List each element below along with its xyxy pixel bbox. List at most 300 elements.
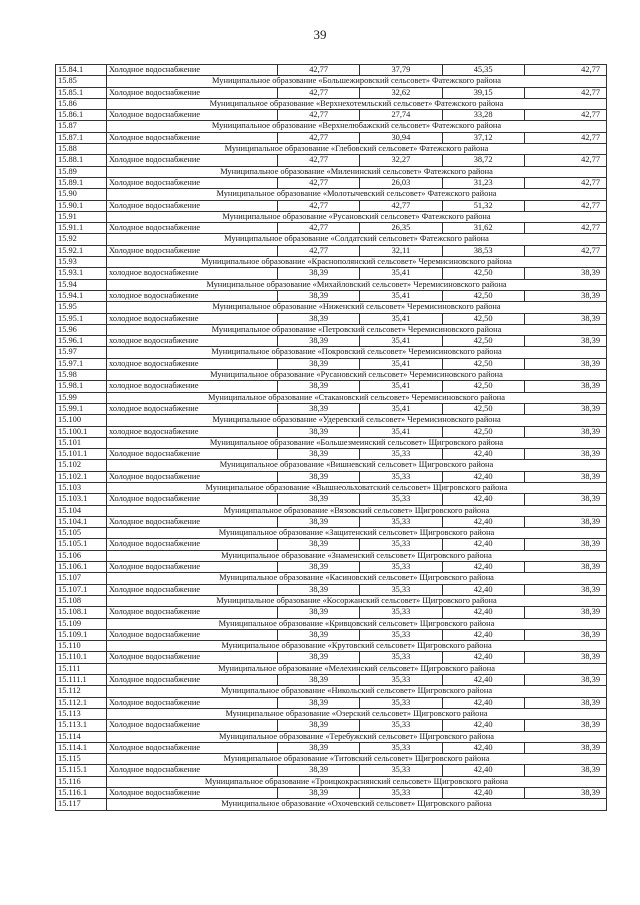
- row-code: 15.100: [56, 415, 107, 426]
- row-code: 15.87: [56, 121, 107, 132]
- value-1: 38,39: [278, 584, 360, 595]
- municipality-row: [56, 460, 607, 471]
- municipality-title: Муниципальное образование «Русановский сельсовет» Черемисиновского района: [107, 370, 607, 381]
- value-3: 45,35: [442, 65, 524, 76]
- value-3: 51,32: [442, 200, 524, 211]
- row-code: 15.108: [56, 595, 107, 606]
- value-4: 38,39: [524, 629, 606, 640]
- service-name: Холодное водоснабжение: [107, 697, 278, 708]
- service-name: холодное водоснабжение: [107, 381, 278, 392]
- value-3: 42,50: [442, 268, 524, 279]
- table-row: [56, 132, 607, 143]
- row-code: 15.97.1: [56, 358, 107, 369]
- municipality-row: [56, 234, 607, 245]
- value-3: 42,40: [442, 516, 524, 527]
- service-name: Холодное водоснабжение: [107, 200, 278, 211]
- municipality-title: Муниципальное образование «Молотычевский сельсовет» Фатежского района: [107, 189, 607, 200]
- municipality-row: [56, 708, 607, 719]
- row-code: 15.99.1: [56, 403, 107, 414]
- municipality-title: Муниципальное образование «Михайловский сельсовет» Черемисиновского района: [107, 279, 607, 290]
- table-row: [56, 607, 607, 618]
- value-4: 38,39: [524, 652, 606, 663]
- value-4: 38,39: [524, 584, 606, 595]
- row-code: 15.90.1: [56, 200, 107, 211]
- value-3: 31,62: [442, 223, 524, 234]
- row-code: 15.114: [56, 731, 107, 742]
- value-2: 35,41: [360, 313, 442, 324]
- value-4: 38,39: [524, 268, 606, 279]
- value-3: 42,40: [442, 697, 524, 708]
- service-name: Холодное водоснабжение: [107, 516, 278, 527]
- table-row: [56, 381, 607, 392]
- table-row: [56, 358, 607, 369]
- row-code: 15.102.1: [56, 471, 107, 482]
- row-code: 15.102: [56, 460, 107, 471]
- value-3: 42,40: [442, 539, 524, 550]
- municipality-row: [56, 731, 607, 742]
- municipality-row: [56, 302, 607, 313]
- row-code: 15.90: [56, 189, 107, 200]
- row-code: 15.115.1: [56, 765, 107, 776]
- table-row: [56, 697, 607, 708]
- table-row: [56, 652, 607, 663]
- service-name: холодное водоснабжение: [107, 336, 278, 347]
- municipality-row: [56, 618, 607, 629]
- municipality-row: [56, 347, 607, 358]
- municipality-row: [56, 573, 607, 584]
- row-code: 15.86: [56, 98, 107, 109]
- value-4: 38,39: [524, 720, 606, 731]
- municipality-title: Муниципальное образование «Никольский сельсовет» Щигровского района: [107, 686, 607, 697]
- value-3: 42,40: [442, 788, 524, 799]
- value-1: 42,77: [278, 132, 360, 143]
- row-code: 15.106: [56, 550, 107, 561]
- row-code: 15.87.1: [56, 132, 107, 143]
- value-1: 38,39: [278, 629, 360, 640]
- value-3: 42,40: [442, 742, 524, 753]
- value-4: 38,39: [524, 494, 606, 505]
- value-4: 38,39: [524, 336, 606, 347]
- table-row: [56, 177, 607, 188]
- municipality-title: Муниципальное образование «Большежировский сельсовет» Фатежского района: [107, 76, 607, 87]
- service-name: Холодное водоснабжение: [107, 449, 278, 460]
- municipality-title: Муниципальное образование «Троицкокраснянский сельсовет» Щигровского района: [107, 776, 607, 787]
- value-2: 35,41: [360, 268, 442, 279]
- municipality-row: [56, 76, 607, 87]
- row-code: 15.96.1: [56, 336, 107, 347]
- value-3: 42,50: [442, 381, 524, 392]
- table-row: [56, 539, 607, 550]
- value-3: 42,50: [442, 426, 524, 437]
- value-1: 38,39: [278, 539, 360, 550]
- row-code: 15.107: [56, 573, 107, 584]
- row-code: 15.106.1: [56, 562, 107, 573]
- table-row: [56, 403, 607, 414]
- value-1: 42,77: [278, 110, 360, 121]
- value-2: 26,35: [360, 223, 442, 234]
- value-3: 42,40: [442, 471, 524, 482]
- row-code: 15.95: [56, 302, 107, 313]
- value-2: 37,79: [360, 65, 442, 76]
- value-3: 42,40: [442, 765, 524, 776]
- value-2: 35,33: [360, 629, 442, 640]
- value-4: 42,77: [524, 87, 606, 98]
- service-name: Холодное водоснабжение: [107, 471, 278, 482]
- service-name: холодное водоснабжение: [107, 358, 278, 369]
- municipality-title: Муниципальное образование «Миленинский сельсовет» Фатежского района: [107, 166, 607, 177]
- municipality-title: Муниципальное образование «Косоржанский сельсовет» Щигровского района: [107, 595, 607, 606]
- municipality-title: Муниципальное образование «Верхнехотемльский сельсовет» Фатежского района: [107, 98, 607, 109]
- service-name: холодное водоснабжение: [107, 313, 278, 324]
- value-2: 42,77: [360, 200, 442, 211]
- service-name: Холодное водоснабжение: [107, 494, 278, 505]
- value-3: 37,12: [442, 132, 524, 143]
- municipality-title: Муниципальное образование «Русановский сельсовет» Фатежского района: [107, 211, 607, 222]
- row-code: 15.110: [56, 641, 107, 652]
- municipality-row: [56, 437, 607, 448]
- value-1: 38,39: [278, 358, 360, 369]
- row-code: 15.84.1: [56, 65, 107, 76]
- value-2: 35,33: [360, 607, 442, 618]
- page-number: 39: [313, 27, 327, 42]
- row-code: 15.103: [56, 482, 107, 493]
- value-2: 35,33: [360, 720, 442, 731]
- service-name: Холодное водоснабжение: [107, 675, 278, 686]
- service-name: Холодное водоснабжение: [107, 584, 278, 595]
- municipality-row: [56, 370, 607, 381]
- municipality-row: [56, 211, 607, 222]
- municipality-title: Муниципальное образование «Теребужский сельсовет» Щигровского района: [107, 731, 607, 742]
- service-name: Холодное водоснабжение: [107, 132, 278, 143]
- value-1: 38,39: [278, 290, 360, 301]
- municipality-title: Муниципальное образование «Вышнеольховатский сельсовет» Щигровского района: [107, 482, 607, 493]
- value-4: 42,77: [524, 245, 606, 256]
- table-row: [56, 494, 607, 505]
- row-code: 15.116: [56, 776, 107, 787]
- value-2: 35,33: [360, 516, 442, 527]
- value-2: 35,41: [360, 290, 442, 301]
- value-3: 42,50: [442, 336, 524, 347]
- row-code: 15.112.1: [56, 697, 107, 708]
- service-name: холодное водоснабжение: [107, 290, 278, 301]
- municipality-title: Муниципальное образование «Верхнелюбажский сельсовет» Фатежского района: [107, 121, 607, 132]
- value-2: 32,62: [360, 87, 442, 98]
- municipality-row: [56, 166, 607, 177]
- municipality-row: [56, 121, 607, 132]
- municipality-row: [56, 392, 607, 403]
- value-1: 38,39: [278, 765, 360, 776]
- row-code: 15.91.1: [56, 223, 107, 234]
- value-1: 38,39: [278, 313, 360, 324]
- municipality-title: Муниципальное образование «Краснополянский сельсовет» Черемисиновского района: [107, 257, 607, 268]
- row-code: 15.109: [56, 618, 107, 629]
- value-2: 35,33: [360, 742, 442, 753]
- row-code: 15.115: [56, 754, 107, 765]
- row-code: 15.109.1: [56, 629, 107, 640]
- value-3: 38,72: [442, 155, 524, 166]
- municipality-title: Муниципальное образование «Удеревский сельсовет» Черемисиновского района: [107, 415, 607, 426]
- value-4: 38,39: [524, 290, 606, 301]
- municipality-title: Муниципальное образование «Петровский сельсовет» Черемисиновского района: [107, 324, 607, 335]
- municipality-title: Муниципальное образование «Озерский сельсовет» Щигровского района: [107, 708, 607, 719]
- table-row: [56, 675, 607, 686]
- table-row: [56, 765, 607, 776]
- value-1: 38,39: [278, 426, 360, 437]
- municipality-title: Муниципальное образование «Защитенский сельсовет» Щигровского района: [107, 528, 607, 539]
- row-code: 15.100.1: [56, 426, 107, 437]
- value-4: 38,39: [524, 471, 606, 482]
- value-4: 38,39: [524, 449, 606, 460]
- service-name: Холодное водоснабжение: [107, 607, 278, 618]
- value-2: 26,03: [360, 177, 442, 188]
- value-1: 42,77: [278, 87, 360, 98]
- value-2: 35,33: [360, 788, 442, 799]
- table-row: [56, 516, 607, 527]
- row-code: 15.101.1: [56, 449, 107, 460]
- value-1: 38,39: [278, 403, 360, 414]
- value-3: 42,40: [442, 652, 524, 663]
- municipality-row: [56, 754, 607, 765]
- municipality-title: Муниципальное образование «Мелехинский сельсовет» Щигровского района: [107, 663, 607, 674]
- service-name: Холодное водоснабжение: [107, 65, 278, 76]
- municipality-title: Муниципальное образование «Покровский сельсовет» Черемисиновского района: [107, 347, 607, 358]
- row-code: 15.89.1: [56, 177, 107, 188]
- value-2: 35,33: [360, 494, 442, 505]
- value-2: 35,33: [360, 675, 442, 686]
- table-row: [56, 290, 607, 301]
- service-name: Холодное водоснабжение: [107, 245, 278, 256]
- value-4: 38,39: [524, 742, 606, 753]
- municipality-row: [56, 482, 607, 493]
- value-4: 38,39: [524, 675, 606, 686]
- table-row: [56, 245, 607, 256]
- row-code: 15.101: [56, 437, 107, 448]
- municipality-title: Муниципальное образование «Знаменский сельсовет» Щигровского района: [107, 550, 607, 561]
- tariff-table: [55, 64, 607, 811]
- row-code: 15.96: [56, 324, 107, 335]
- municipality-row: [56, 144, 607, 155]
- row-code: 15.94: [56, 279, 107, 290]
- municipality-row: [56, 776, 607, 787]
- value-2: 35,33: [360, 697, 442, 708]
- row-code: 15.93: [56, 257, 107, 268]
- value-1: 38,39: [278, 652, 360, 663]
- municipality-title: Муниципальное образование «Кривцовский сельсовет» Щигровского района: [107, 618, 607, 629]
- municipality-row: [56, 257, 607, 268]
- value-1: 38,39: [278, 742, 360, 753]
- row-code: 15.98: [56, 370, 107, 381]
- value-2: 32,27: [360, 155, 442, 166]
- municipality-title: Муниципальное образование «Глебовский сельсовет» Фатежского района: [107, 144, 607, 155]
- table-row: [56, 313, 607, 324]
- value-3: 42,40: [442, 675, 524, 686]
- value-2: 35,41: [360, 358, 442, 369]
- municipality-title: Муниципальное образование «Охочевский сельсовет» Щигровского района: [107, 799, 607, 810]
- service-name: холодное водоснабжение: [107, 426, 278, 437]
- service-name: Холодное водоснабжение: [107, 629, 278, 640]
- service-name: Холодное водоснабжение: [107, 87, 278, 98]
- value-1: 38,39: [278, 381, 360, 392]
- municipality-title: Муниципальное образование «Вязовский сельсовет» Щигровского района: [107, 505, 607, 516]
- value-1: 38,39: [278, 697, 360, 708]
- row-code: 15.103.1: [56, 494, 107, 505]
- municipality-row: [56, 641, 607, 652]
- value-3: 42,40: [442, 720, 524, 731]
- table-row: [56, 87, 607, 98]
- service-name: Холодное водоснабжение: [107, 720, 278, 731]
- row-code: 15.98.1: [56, 381, 107, 392]
- row-code: 15.110.1: [56, 652, 107, 663]
- service-name: Холодное водоснабжение: [107, 652, 278, 663]
- value-4: 42,77: [524, 110, 606, 121]
- municipality-row: [56, 686, 607, 697]
- municipality-row: [56, 324, 607, 335]
- value-1: 38,39: [278, 720, 360, 731]
- row-code: 15.113.1: [56, 720, 107, 731]
- value-4: 38,39: [524, 358, 606, 369]
- value-2: 27,74: [360, 110, 442, 121]
- service-name: Холодное водоснабжение: [107, 742, 278, 753]
- value-1: 42,77: [278, 65, 360, 76]
- value-4: 38,39: [524, 788, 606, 799]
- value-2: 35,41: [360, 336, 442, 347]
- value-2: 35,33: [360, 539, 442, 550]
- value-1: 38,39: [278, 607, 360, 618]
- value-2: 35,33: [360, 652, 442, 663]
- value-2: 35,33: [360, 584, 442, 595]
- service-name: Холодное водоснабжение: [107, 177, 278, 188]
- row-code: 15.88.1: [56, 155, 107, 166]
- value-3: 42,40: [442, 584, 524, 595]
- row-code: 15.95.1: [56, 313, 107, 324]
- row-code: 15.113: [56, 708, 107, 719]
- value-3: 42,50: [442, 403, 524, 414]
- row-code: 15.114.1: [56, 742, 107, 753]
- value-3: 42,50: [442, 290, 524, 301]
- value-4: 38,39: [524, 426, 606, 437]
- service-name: Холодное водоснабжение: [107, 562, 278, 573]
- row-code: 15.108.1: [56, 607, 107, 618]
- value-1: 38,39: [278, 449, 360, 460]
- value-4: 38,39: [524, 516, 606, 527]
- value-3: 42,40: [442, 449, 524, 460]
- municipality-row: [56, 415, 607, 426]
- value-2: 35,33: [360, 765, 442, 776]
- value-4: 42,77: [524, 223, 606, 234]
- value-4: 38,39: [524, 765, 606, 776]
- table-row: [56, 268, 607, 279]
- value-4: 38,39: [524, 697, 606, 708]
- row-code: 15.105: [56, 528, 107, 539]
- value-2: 35,41: [360, 426, 442, 437]
- service-name: холодное водоснабжение: [107, 403, 278, 414]
- row-code: 15.104.1: [56, 516, 107, 527]
- table-row: [56, 562, 607, 573]
- value-1: 38,39: [278, 471, 360, 482]
- value-4: 38,39: [524, 562, 606, 573]
- value-3: 38,53: [442, 245, 524, 256]
- municipality-row: [56, 663, 607, 674]
- table-body: [56, 65, 607, 811]
- value-3: 42,50: [442, 313, 524, 324]
- table-row: [56, 720, 607, 731]
- value-3: 42,40: [442, 629, 524, 640]
- value-4: 38,39: [524, 403, 606, 414]
- row-code: 15.111.1: [56, 675, 107, 686]
- row-code: 15.117: [56, 799, 107, 810]
- service-name: Холодное водоснабжение: [107, 539, 278, 550]
- value-3: 33,28: [442, 110, 524, 121]
- municipality-row: [56, 505, 607, 516]
- row-code: 15.94.1: [56, 290, 107, 301]
- value-2: 35,33: [360, 471, 442, 482]
- table-row: [56, 584, 607, 595]
- value-2: 35,33: [360, 449, 442, 460]
- row-code: 15.92: [56, 234, 107, 245]
- municipality-title: Муниципальное образование «Солдатский сельсовет» Фатежского района: [107, 234, 607, 245]
- value-1: 38,39: [278, 516, 360, 527]
- value-4: 42,77: [524, 177, 606, 188]
- value-3: 42,50: [442, 358, 524, 369]
- table-row: [56, 788, 607, 799]
- value-2: 35,41: [360, 403, 442, 414]
- row-code: 15.116.1: [56, 788, 107, 799]
- row-code: 15.85: [56, 76, 107, 87]
- municipality-title: Муниципальное образование «Большезмеинский сельсовет» Щигровского района: [107, 437, 607, 448]
- value-1: 42,77: [278, 155, 360, 166]
- municipality-row: [56, 279, 607, 290]
- table-row: [56, 449, 607, 460]
- municipality-title: Муниципальное образование «Титовский сельсовет» Щигровского района: [107, 754, 607, 765]
- row-code: 15.91: [56, 211, 107, 222]
- table-row: [56, 155, 607, 166]
- row-code: 15.93.1: [56, 268, 107, 279]
- row-code: 15.104: [56, 505, 107, 516]
- value-3: 31,23: [442, 177, 524, 188]
- table-row: [56, 65, 607, 76]
- value-4: 42,77: [524, 155, 606, 166]
- value-3: 42,40: [442, 562, 524, 573]
- value-4: 42,77: [524, 200, 606, 211]
- municipality-row: [56, 528, 607, 539]
- municipality-title: Муниципальное образование «Вишневский сельсовет» Щигровского района: [107, 460, 607, 471]
- row-code: 15.99: [56, 392, 107, 403]
- value-4: 38,39: [524, 607, 606, 618]
- value-1: 38,39: [278, 562, 360, 573]
- value-4: 38,39: [524, 539, 606, 550]
- row-code: 15.86.1: [56, 110, 107, 121]
- value-3: 42,40: [442, 494, 524, 505]
- value-2: 35,41: [360, 381, 442, 392]
- row-code: 15.111: [56, 663, 107, 674]
- value-3: 42,40: [442, 607, 524, 618]
- value-1: 38,39: [278, 788, 360, 799]
- table-row: [56, 336, 607, 347]
- row-code: 15.89: [56, 166, 107, 177]
- service-name: Холодное водоснабжение: [107, 765, 278, 776]
- service-name: Холодное водоснабжение: [107, 788, 278, 799]
- municipality-row: [56, 799, 607, 810]
- table-row: [56, 742, 607, 753]
- row-code: 15.85.1: [56, 87, 107, 98]
- row-code: 15.97: [56, 347, 107, 358]
- value-4: 38,39: [524, 313, 606, 324]
- value-2: 32,11: [360, 245, 442, 256]
- municipality-title: Муниципальное образование «Стакановский сельсовет» Черемисиновского района: [107, 392, 607, 403]
- row-code: 15.105.1: [56, 539, 107, 550]
- value-3: 39,15: [442, 87, 524, 98]
- row-code: 15.112: [56, 686, 107, 697]
